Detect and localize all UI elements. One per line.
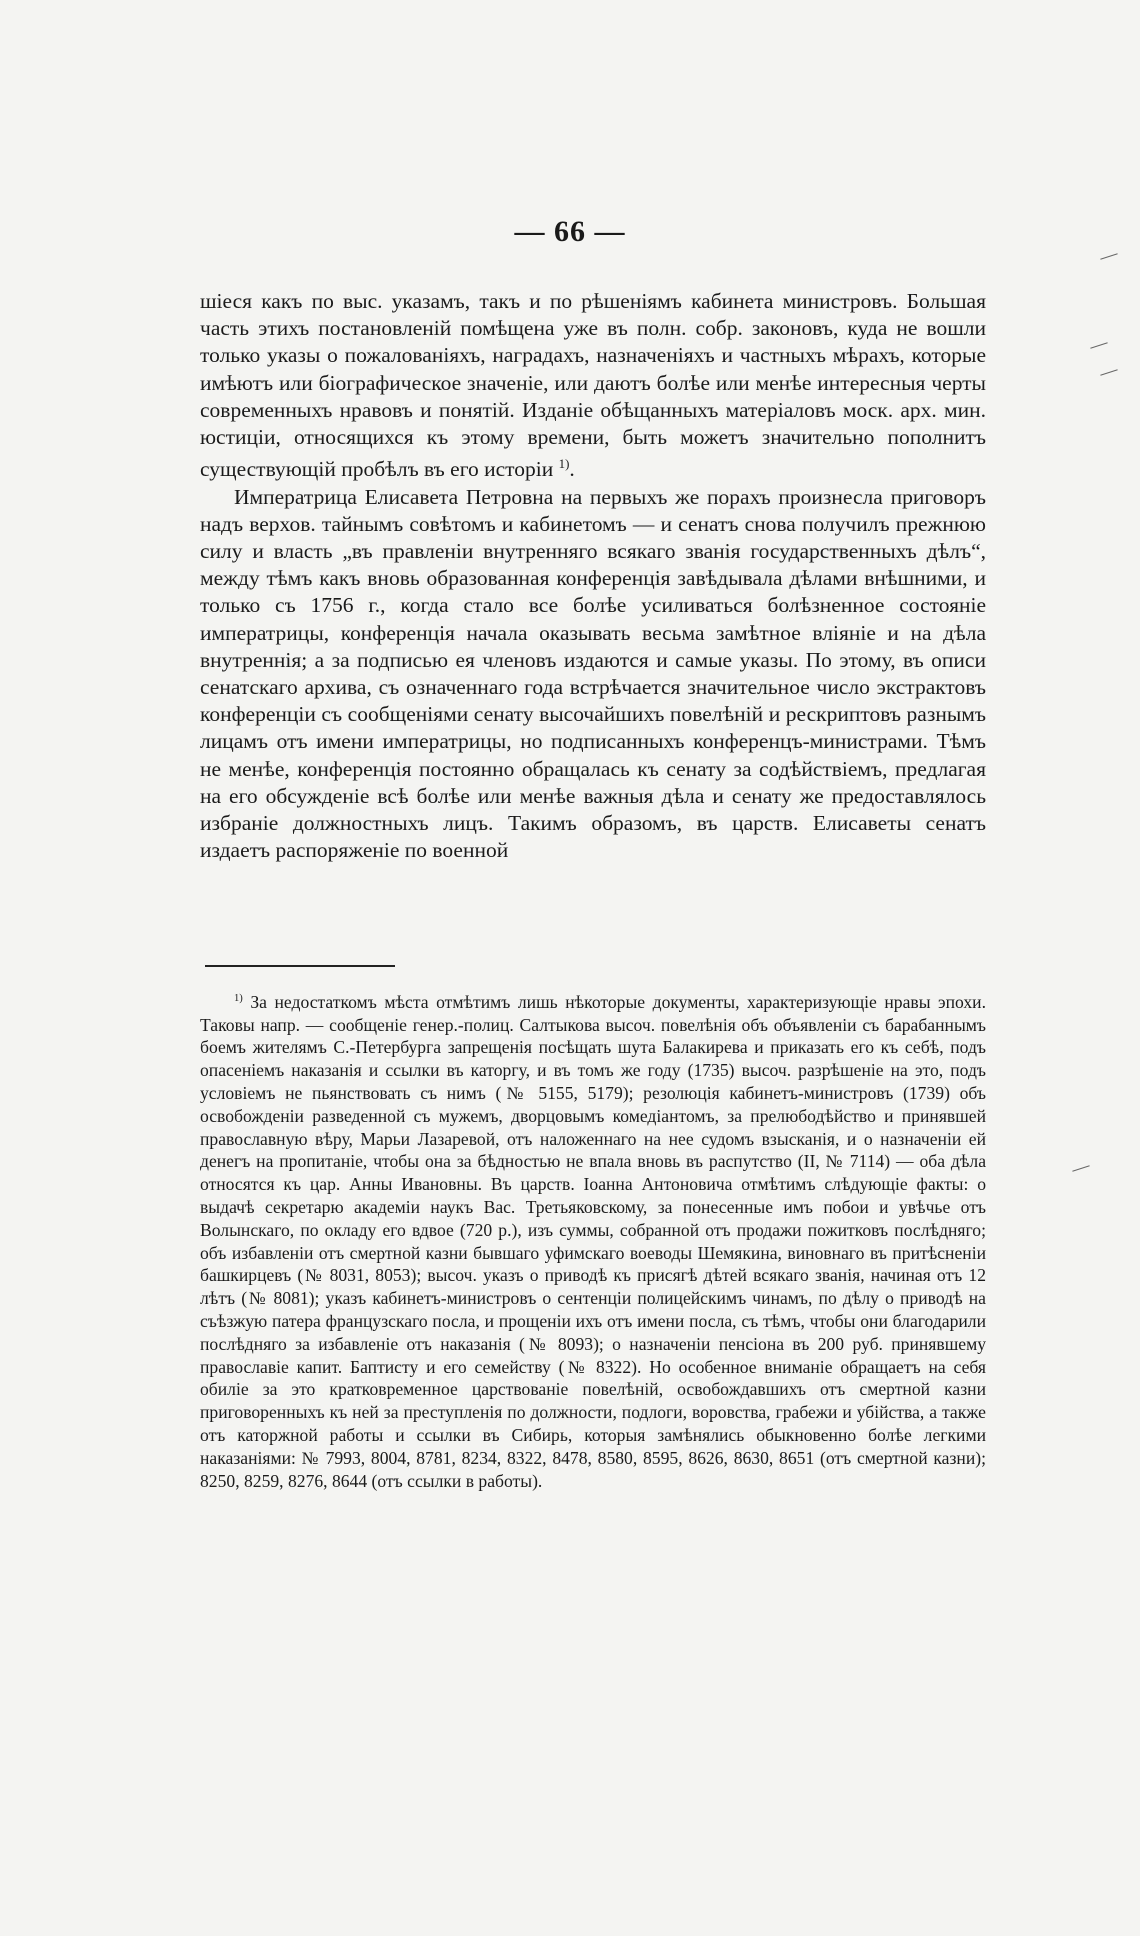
page-number: — 66 — [514,215,626,248]
paragraph-text: шіеся какъ по выс. указамъ, такъ и по рѣшеніямъ кабинета министровъ. Большая часть этихъ постановленій помѣщена уже въ полн. собр. законовъ, куда не вошли только указы о пожалованіяхъ, наградахъ, назначеніяхъ и частныхъ мѣрахъ, которые имѣютъ или біографическое значеніе, или даютъ болѣе или менѣе интересныя черты современныхъ нравовъ и понятій. Изданіе обѣщанныхъ матеріаловъ моск. арх. мин. юстиціи, относящихся къ этому времени, быть можетъ значительно пополнитъ существующій пробѣлъ въ его исторіи [200,289,986,482]
margin-pencil-mark [1100,253,1117,260]
paragraph: Императрица Елисавета Петровна на первыхъ же порахъ произнесла приговоръ надъ верхов. тайнымъ совѣтомъ и кабинетомъ — и сенатъ снова получилъ прежнюю силу и власть „въ правленіи внутренняго всякаго званія государственныхъ дѣлъ“, между тѣмъ какъ вновь образованная конференція завѣдывала дѣлами внѣшними, и только съ 1756 г., когда стало все болѣе усиливаться болѣзненное состояніе императрицы, конференція начала оказывать весьма замѣтное вліяніе и на дѣла внутреннія; а за подписью ея членовъ издаются и самые указы. По этому, въ описи сенатскаго архива, съ означеннаго года встрѣчается значительное число экстрактовъ конференціи съ сообщеніями сенату высочайшихъ повелѣній и рескриптовъ разнымъ лицамъ отъ имени императрицы, но подписанныхъ конференцъ-министрами. Тѣмъ не менѣе, конференція постоянно обращалась къ сенату за содѣйствіемъ, предлагая на его обсужденіе всѣ болѣе или менѣе важныя дѣла и сенату же предоставлялось избраніе должностныхъ лицъ. Такимъ образомъ, въ царств. Елисаветы сенатъ издаетъ распоряженіе по военной [200,484,986,863]
footnote [200,988,986,1492]
footnote-reference: 1) [558,457,570,472]
main-text [200,288,986,864]
footnote-text: За недостаткомъ мѣста отмѣтимъ лишь нѣкоторые документы, характеризующіе нравы эпохи. Таковы напр. — сообщеніе генер.-полиц. Салтыкова высоч. повелѣнія объ объявленіи съ барабаннымъ боемъ жителямъ С.-Петербурга запрещенія посѣщать шута Балакирева и приказать его къ себѣ, подъ опасеніемъ наказанія и ссылки въ каторгу, и въ томъ же году (1735) высоч. разрѣшеніе на это, подъ условіемъ не пьянствовать съ нимъ (№ 5155, 5179); резолюція кабинетъ-министровъ (1739) объ освобожденіи разведенной съ мужемъ, дворцовымъ комедіантомъ, за прелюбодѣйство и принявшей православную вѣру, Марьи Лазаревой, отъ наложеннаго на нее судомъ взысканія, и о назначеніи ей денегъ на пропитаніе, чтобы она за бѣдностью не впала вновь въ распутство (II, № 7114) — оба дѣла относятся къ цар. Анны Ивановны. Въ царств. Іоанна Антоновича отмѣтимъ слѣдующіе факты: о выдачѣ секретарю академіи наукъ Вас. Третьяковскому, за понесенные имъ побои и увѣчье отъ Волынскаго, по окладу его вдвое (720 р.), изъ суммы, собранной отъ продажи пожитковъ послѣдняго; объ избавленіи отъ смертной казни бывшаго уфимскаго воеводы Шемякина, виновнаго въ притѣсненіи башкирцевъ (№ 8031, 8053); высоч. указъ о приводѣ къ присягѣ дѣтей всякаго званія, начиная отъ 12 лѣтъ (№ 8081); указъ кабинетъ-министровъ о сентенціи полицейскимъ чинамъ, по дѣлу о приводѣ на съѣзжую патера французскаго посла, и прощеніи ихъ отъ имени посла, съ тѣмъ, чтобы они благодарили послѣдняго за избавленіе отъ наказанія (№ 8093); о назначеніи пенсіона въ 200 руб. принявшему православіе капит. Баптисту и его семейству (№ 8322). Но особенное вниманіе обращаетъ на себя обиліе за это кратковременное царствованіе повелѣній, освобождавшихъ отъ смертной казни приговоренныхъ къ ней за преступленія по должности, подлоги, воровства, грабежи и убійства, а также отъ каторжной работы и ссылки въ Сибирь, которыя замѣнялись обыкновенно болѣе легкими наказаніями: № 7993, 8004, 8781, 8234, 8322, 8478, 8580, 8595, 8626, 8630, 8651 (отъ смертной казни); 8250, 8259, 8276, 8644 (отъ ссылки в работы). [200,991,986,1491]
margin-pencil-mark [1100,369,1117,376]
footnotes [200,988,986,1492]
margin-pencil-mark [1072,1165,1089,1172]
footnote-divider [205,965,395,967]
margin-pencil-mark [1090,342,1107,349]
paragraph: шіеся какъ по выс. указамъ, такъ и по рѣшеніямъ кабинета министровъ. Большая часть этихъ постановленій помѣщена уже въ полн. собр. законовъ, куда не вошли только указы о пожалованіяхъ, наградахъ, назначеніяхъ и частныхъ мѣрахъ, которые имѣютъ или біографическое значеніе, или даютъ болѣе или менѣе интересныя черты современныхъ нравовъ и понятій. Изданіе обѣщанныхъ матеріаловъ моск. арх. мин. юстиціи, относящихся къ этому времени, быть можетъ значительно пополнитъ существующій пробѣлъ въ его исторіи $^{1)}$. [200,289,986,482]
footnote-marker: 1) [234,993,243,1004]
